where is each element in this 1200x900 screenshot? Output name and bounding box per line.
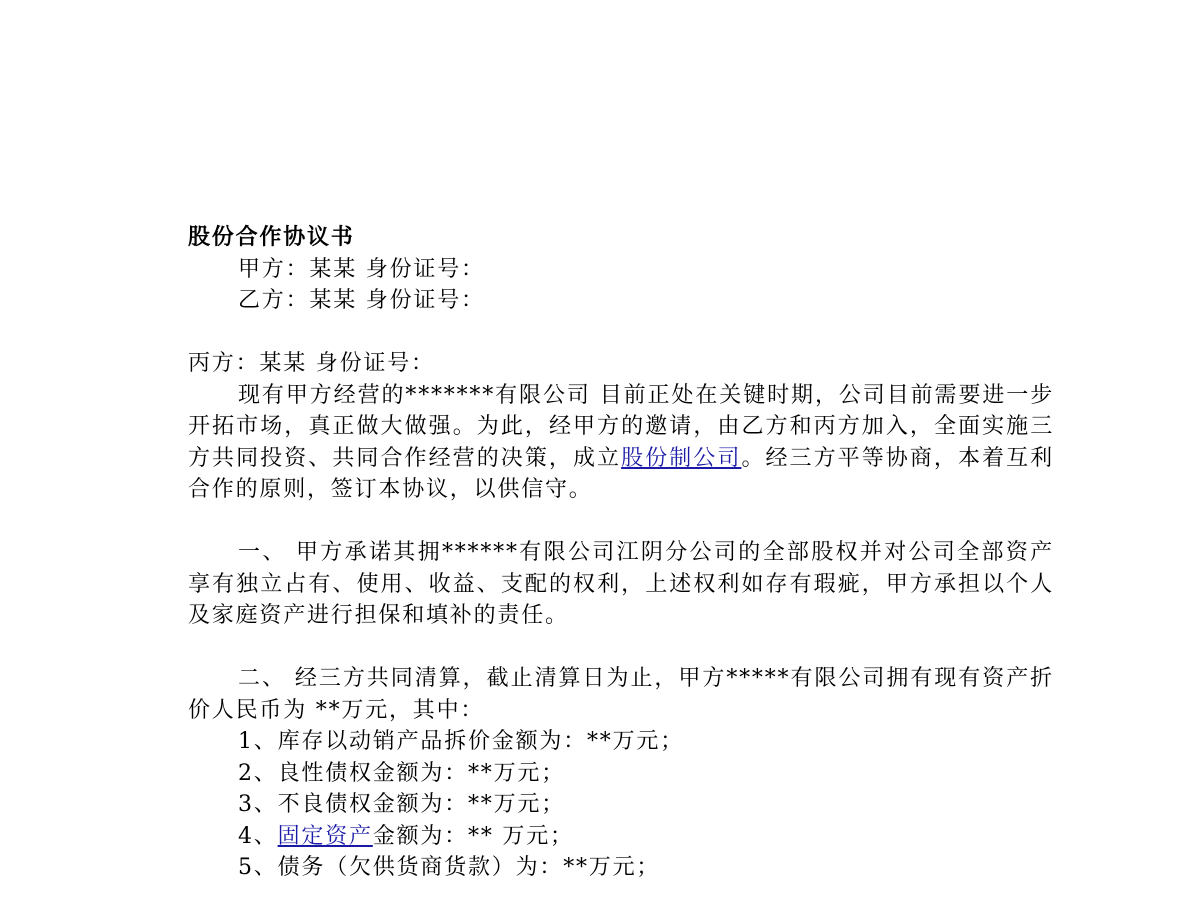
fixed-assets-prefix: 4、 [238,823,278,849]
fixed-assets-suffix: 金额为：** 万元； [372,823,574,849]
clause-1-paragraph: 一、 甲方承诺其拥******有限公司江阴分公司的全部股权并对公司全部资产享有独立占有、使用、收益、支配的权利，上述权利如存有瑕疵，甲方承担以个人及家庭资产进行担保和填补的责任。 [188,540,1054,628]
blank-line [188,632,1054,664]
party-b-line: 乙方：某某 身份证号： [238,288,485,313]
list-item-liabilities: 5、债务（欠供货商货款）为：**万元； [238,855,661,880]
intro-text-before: 现有甲方经营的*******有限公司 目前正处在关键时期，公司目前需要进一步开拓市场，真正做大做强。为此，经甲方的邀请，由乙方和丙方加入，全面实施三方共同投资、共同合作经营的决策，成立 [188,382,1054,471]
list-item-bad-debt: 3、不良债权金额为：**万元； [238,792,565,817]
document-page [188,222,1054,884]
party-a-line: 甲方：某某 身份证号： [238,256,485,282]
party-c-line: 丙方：某某 身份证号： [188,351,435,376]
joint-stock-company-link[interactable]: 股份制公司 [621,445,742,471]
fixed-assets-link[interactable]: 固定资产 [277,823,373,849]
clause-2-paragraph: 二、 经三方共同清算，截止清算日为止，甲方*****有限公司拥有现有资产折价人民币为 **万元，其中： [188,666,1054,723]
intro-paragraph [188,380,1054,506]
blank-line [188,506,1054,538]
list-item-good-debt: 2、良性债权金额为：**万元； [238,760,565,786]
list-item-inventory: 1、库存以动销产品拆价金额为：**万元； [238,729,684,754]
blank-line [188,317,1054,349]
intro-text-after: 。经三方平等协商，本着互利合作的原则，签订本协议，以供信守。 [188,445,1054,502]
document-title: 股份合作协议书 [188,225,355,250]
list-item-fixed-assets [188,821,1054,853]
